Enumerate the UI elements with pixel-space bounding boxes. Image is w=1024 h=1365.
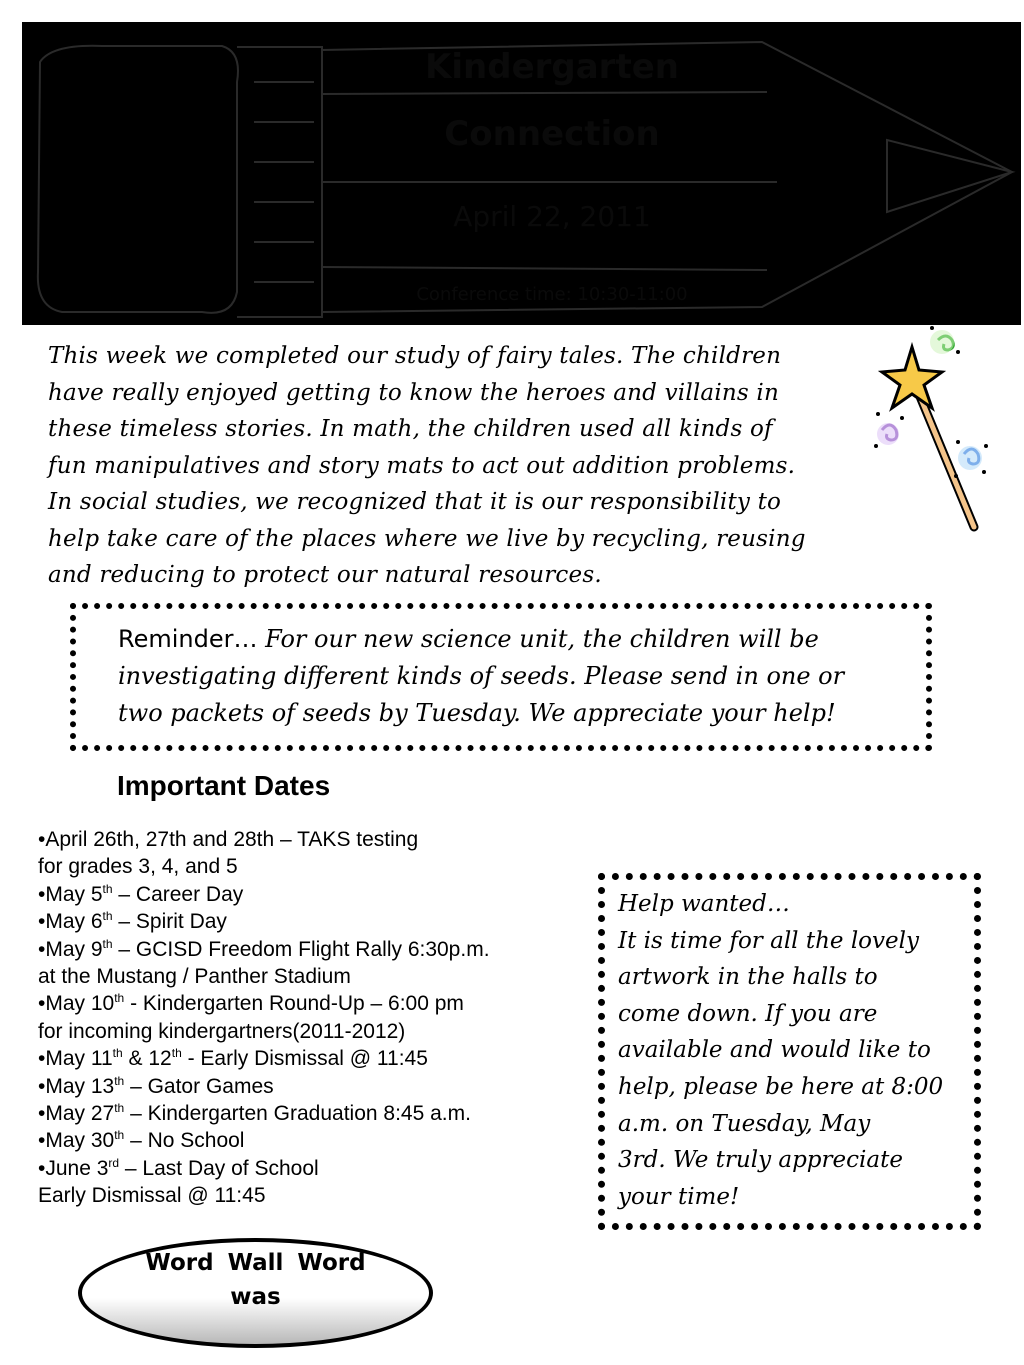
weekly-summary-paragraph [48, 338, 888, 594]
help-line: a.m. on Tuesday, May [618, 1110, 871, 1137]
word-wall-word: was [230, 1284, 281, 1310]
summary-line: In social studies, we recognized that it is our responsibility to [48, 489, 782, 515]
important-dates-heading: Important Dates [117, 770, 331, 801]
summary-line: fun manipulatives and story mats to act out addition problems. [48, 452, 796, 479]
word-wall-oval [78, 1238, 433, 1348]
date-item: •June 3rd – Last Day of School [38, 1155, 319, 1180]
help-line: help, please be here at 8:00 [618, 1073, 944, 1100]
date-item-continuation: at the Mustang / Panther Stadium [38, 965, 351, 989]
help-line: artwork in the halls to [618, 964, 878, 991]
word-wall-title: Word Wall Word [145, 1250, 366, 1276]
summary-line: This week we completed our study of fairy tales. The children [48, 343, 782, 369]
date-item: •May 10th - Kindergarten Round-Up – 6:00 pm [38, 991, 464, 1016]
reminder-line: investigating different kinds of seeds. Please send in one or [118, 662, 845, 690]
newsletter-title-line2: Connection [444, 114, 660, 154]
important-dates-list [38, 826, 598, 1210]
conference-time: Conference time: 10:30-11:00 [416, 284, 688, 305]
help-line: come down. If you are [618, 1000, 878, 1027]
date-item: •May 6th – Spirit Day [38, 909, 227, 934]
reminder-line: two packets of seeds by Tuesday. We appreciate your help! [118, 699, 836, 727]
help-wanted-heading: Help wanted… [618, 891, 790, 917]
date-item: •May 27th – Kindergarten Graduation 8:45 a.m. [38, 1101, 471, 1126]
reminder-label: Reminder… [118, 625, 258, 653]
help-wanted-text [618, 886, 968, 1215]
summary-line: help take care of the places where we live by recycling, reusing [48, 525, 806, 552]
summary-line: and reducing to protect our natural resources. [48, 562, 602, 588]
reminder-box [70, 603, 932, 751]
help-line: available and would like to [618, 1037, 931, 1064]
summary-line: have really enjoyed getting to know the heroes and villains in [48, 379, 779, 406]
date-item: •April 26th, 27th and 28th – TAKS testing [38, 828, 419, 851]
date-item-continuation: for incoming kindergartners(2011-2012) [38, 1019, 406, 1043]
reminder-line: For our new science unit, the children will be [257, 625, 819, 653]
date-item-continuation: Early Dismissal @ 11:45 [38, 1184, 266, 1208]
magic-wand-icon [872, 322, 992, 542]
date-item: •May 5th – Career Day [38, 881, 244, 906]
help-line: 3rd. We truly appreciate [618, 1147, 903, 1174]
newsletter-date: April 22, 2011 [453, 200, 651, 233]
help-wanted-box [598, 873, 981, 1230]
date-item: •May 13th – Gator Games [38, 1073, 274, 1098]
date-item: •May 9th – GCISD Freedom Flight Rally 6:30p.m. [38, 936, 490, 961]
summary-line: these timeless stories. In math, the children used all kinds of [48, 416, 773, 442]
date-item-continuation: for grades 3, 4, and 5 [38, 855, 238, 879]
reminder-text [118, 621, 918, 732]
date-item: •May 30th – No School [38, 1128, 245, 1153]
help-line: your time! [618, 1183, 740, 1210]
newsletter-title-line1: Kindergarten [425, 47, 679, 87]
newsletter-header [22, 22, 1021, 325]
date-item: •May 11th & 12th - Early Dismissal @ 11:45 [38, 1046, 428, 1071]
help-line: It is time for all the lovely [618, 927, 919, 954]
